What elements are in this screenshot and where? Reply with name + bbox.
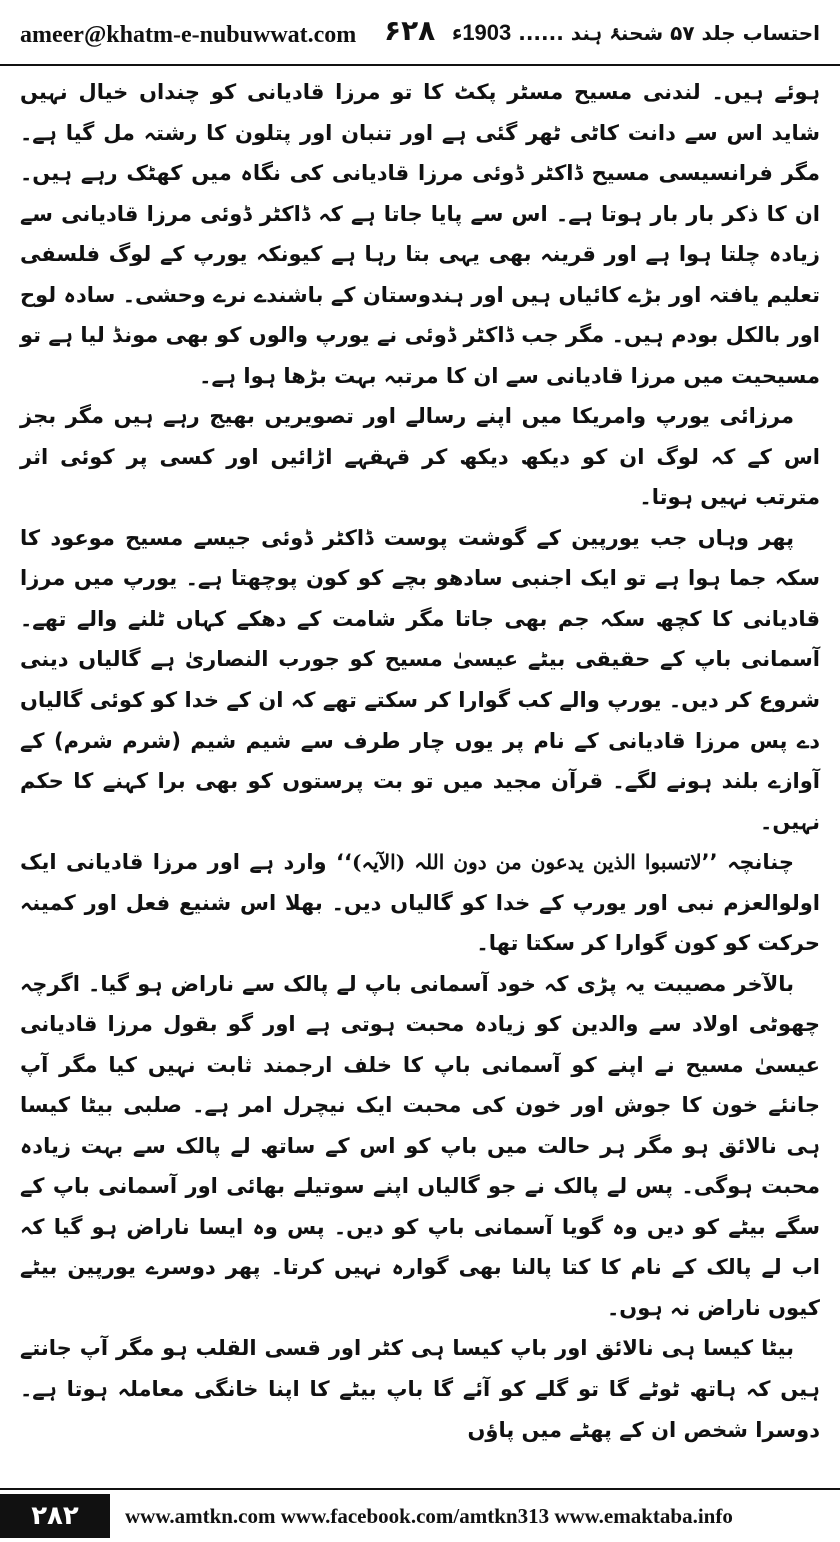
page-header <box>0 0 840 66</box>
paragraph-4: چنانچہ ’’لاتسبوا الذین یدعون من دون اللہ (الآیہ)‘‘ وارد ہے اور مرزا قادیانی ایک اولوالعزم نبی اور یورپ کے خدا کو گالیاں دیں۔ بھلا اس شنیع فعل اور کمینہ حرکت کو کون گوارا کر سکتا تھا۔ <box>20 850 820 956</box>
footer-websites[interactable]: www.amtkn.com www.facebook.com/amtkn313 www.emaktaba.info <box>125 1504 733 1528</box>
paragraph-3: پھر وہاں جب یورپین کے گوشت پوست ڈاکٹر ڈوئی جیسے مسیح موعود کا سکہ جما ہوا ہے تو ایک اجنبی سادھو بچے کو کون پوچھتا ہے۔ یورپ میں مرزا قادیانی کا کچھ سکہ جم بھی جاتا مگر شامت کے دھکے کہاں ٹلنے والے تھے۔ آسمانی باپ کے حقیقی بیٹے عیسیٰ مسیح کو جورب النصاریٰ ہے گالیاں دینی شروع کر دیں۔ یورپ والے کب گوارا کر سکتے تھے کہ ان کے خدا کو کوئی گالیاں دے پس مرزا قادیانی کے نام پر یوں چار طرف سے شیم شیم (شرم شرم) کے آوازے بلند ہونے لگے۔ قرآن مجید میں تو بت پرستوں کو بھی برا کہنے کا حکم نہیں۔ <box>20 525 820 834</box>
header-title-prefix: احتساب جلد ۵۷ شحنۂ ہند <box>570 21 820 45</box>
paragraph-5: بالآخر مصیبت یہ پڑی کہ خود آسمانی باپ لے پالک سے ناراض ہو گیا۔ اگرچہ چھوٹی اولاد سے والدین کو زیادہ محبت ہوتی ہے اور گو بقول مرزا قادیانی عیسیٰ مسیح نے اپنے کو آسمانی باپ کا خلف ارجمند ثابت نہیں کیا مگر آپ جانئے خون کا جوش اور خون کی محبت ایک نیچرل امر ہے۔ صلبی بیٹا کیسا ہی نالائق ہو مگر ہر حالت میں باپ کو اس کے ساتھ لے پالک سے بہت زیادہ محبت ہوگی۔ پس لے پالک نے جو گالیاں اپنے سوتیلے بھائی اور آسمانی باپ کے سگے بیٹے کو دیں وہ گویا آسمانی باپ کو دیں۔ پس وہ ایسا ناراض ہو گیا کہ اب لے پالک کے نام کا کتا پالنا بھی گوارہ نہیں کرتا۔ پھر دوسرے یورپین بیٹے کیوں ناراض نہ ہوں۔ <box>20 971 820 1320</box>
header-page-number: ۶۲۸ <box>384 14 436 47</box>
paragraph-6: بیٹا کیسا ہی نالائق اور باپ کیسا ہی کٹر اور قسی القلب ہو مگر آپ جانتے ہیں کہ ہاتھ ٹوٹے گا تو گلے کو آئے گا باپ بیٹے کا اپنا خانگی معاملہ ہوتا ہے۔ دوسرا شخص ان کے پھٹے میں پاؤں <box>20 1336 820 1442</box>
header-title-dots: ...... <box>518 21 564 45</box>
header-title <box>452 20 820 46</box>
footer-page-number: ۲۸۲ <box>0 1494 110 1538</box>
paragraph-2: مرزائی یورپ وامریکا میں اپنے رسالے اور تصویریں بھیج رہے ہیں مگر بجز اس کے کہ لوگ ان کو دیکھ دیکھ کر قہقہے اڑائیں اور کسی پر کوئی اثر مترتب نہیں ہوتا۔ <box>20 404 820 510</box>
paragraph-1: ہوئے ہیں۔ لندنی مسیح مسٹر پکٹ کا تو مرزا قادیانی کو چنداں خیال نہیں شاید اس سے دانت کاٹی ٹھر گئی ہے اور تنبان اور پتلون کا رشتہ مل گیا ہے۔ مگر فرانسیسی مسیح ڈاکٹر ڈوئی مرزا قادیانی کی نگاہ میں کھٹک رہے ہیں۔ ان کا ذکر بار بار ہوتا ہے۔ اس سے پایا جاتا ہے کہ ڈاکٹر ڈوئی مرزا قادیانی سے زیادہ چلتا ہوا ہے اور قرینہ بھی یہی بتا رہا ہے کیونکہ یورپ کے لوگ فلسفی تعلیم یافتہ اور بڑے کائیاں ہیں اور ہندوستان کے باشندے نرے وحشی۔ سادہ لوح اور بالکل بودم ہیں۔ مگر جب ڈاکٹر ڈوئی نے یورپ والوں کو بھی مونڈ لیا ہے تو مسیحیت میں مرزا قادیانی سے ان کا مرتبہ بہت بڑھا ہوا ہے۔ <box>20 80 820 388</box>
page-body <box>20 72 820 1450</box>
header-year: 1903ء <box>451 20 512 45</box>
page-footer <box>0 1488 840 1542</box>
header-email: ameer@khatm-e-nubuwwat.com <box>20 22 357 48</box>
arabic-quote: لاتسبوا الذین یدعون من دون اللہ (الآیہ) <box>352 850 702 875</box>
